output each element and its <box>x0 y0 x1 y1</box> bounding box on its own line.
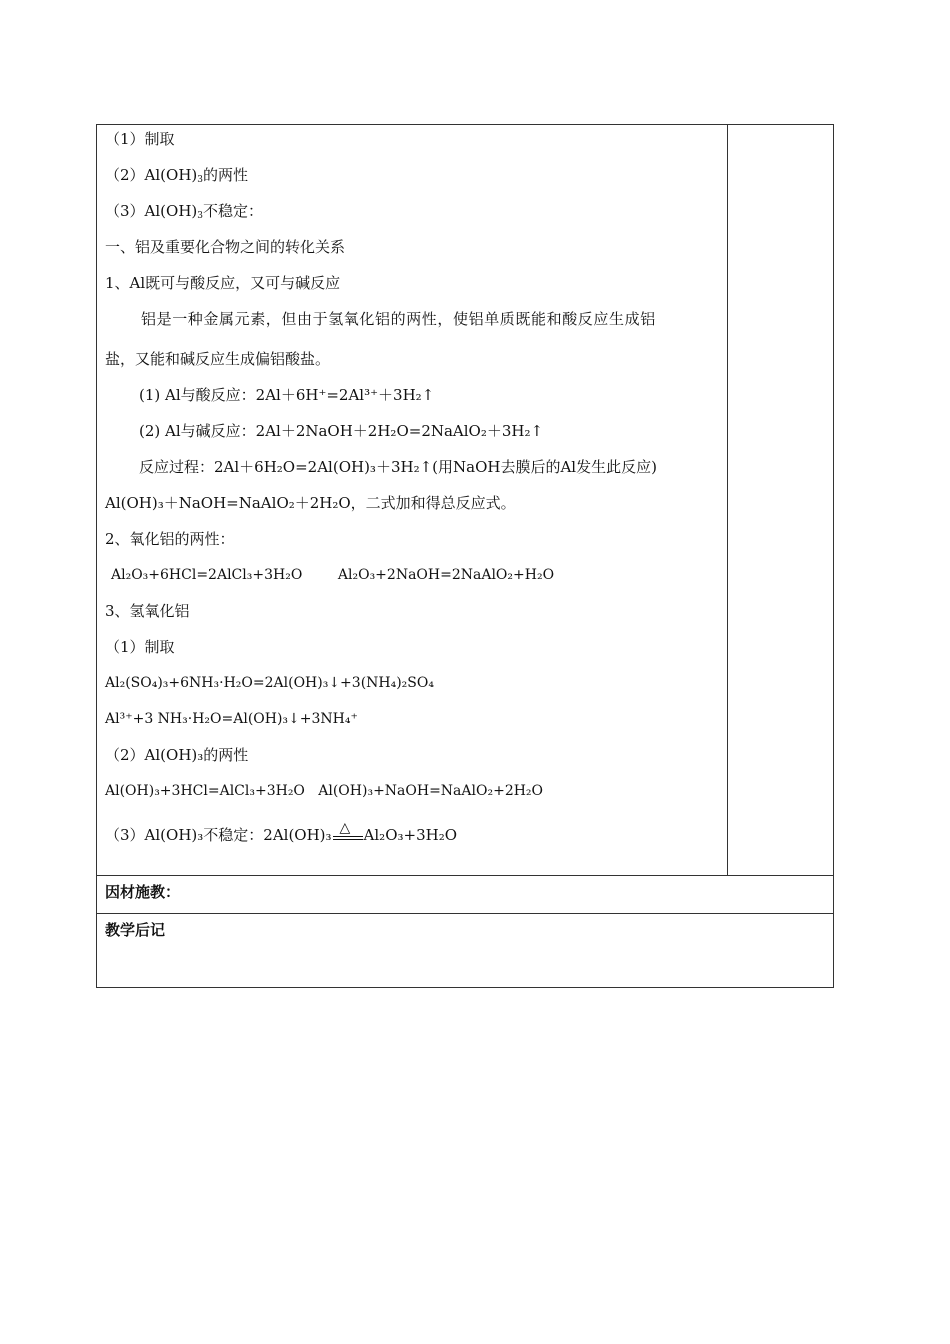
equation-al-base: (2) Al与碱反应：2Al＋2NaOH＋2H₂O=2NaAlO₂＋3H₂↑ <box>139 422 544 440</box>
line-prepare-2: （1）制取 <box>105 638 175 656</box>
equations-amphoteric: Al(OH)₃+3HCl=AlCl₃+3H₂O Al(OH)₃+NaOH=NaAlO₂+2H₂O <box>105 783 544 799</box>
paragraph-line-2: 盐，又能和碱反应生成偏铝酸盐。 <box>105 350 331 368</box>
subheading-hydroxide: 3、氢氧化铝 <box>105 602 190 620</box>
subheading-alumina: 2、氧化铝的两性： <box>105 530 235 548</box>
row-label-notes: 教学后记 <box>105 921 166 939</box>
equation-al-acid: (1) Al与酸反应：2Al＋6H⁺=2Al³⁺＋3H₂↑ <box>139 386 435 404</box>
line-amphoteric-2: （2）Al(OH)₃的两性 <box>105 746 249 764</box>
section-heading-conversion: 一、铝及重要化合物之间的转化关系 <box>105 238 346 256</box>
heating-symbol: △ <box>333 826 363 846</box>
side-cell <box>728 125 833 875</box>
subheading-al-acid-base: 1、Al既可与酸反应，又可与碱反应 <box>105 274 341 292</box>
row-divider-2 <box>97 913 833 914</box>
equation-prepare-ionic: Al³⁺+3 NH₃·H₂O=Al(OH)₃↓+3NH₄⁺ <box>105 711 358 727</box>
line-unstable-1: $(3)Al(OH)_3$不稳定： <box>105 202 264 221</box>
reaction-process: 反应过程：2Al＋6H₂O=2Al(OH)₃＋3H₂↑(用NaOH去膜后的Al发生此反应) <box>139 458 657 476</box>
line-amphoteric-1: $(2)Al(OH)_3$的两性 <box>105 166 249 185</box>
equation-decomposition: （3）Al(OH)₃不稳定：2Al(OH)₃ △ Al₂O₃+3H₂O <box>105 820 458 844</box>
line-prepare-1: （1）制取 <box>105 130 175 148</box>
row-label-material: 因材施教： <box>105 883 181 901</box>
equation-prepare-1: Al₂(SO₄)₃+6NH₃·H₂O=2Al(OH)₃↓+3(NH₄)₂SO₄ <box>105 675 434 691</box>
lesson-table <box>96 124 834 988</box>
equations-alumina: Al₂O₃+6HCl=2AlCl₃+3H₂O Al₂O₃+2NaOH=2NaAlO₂+H₂O <box>111 567 555 583</box>
paragraph-line-1: 铝是一种金属元素，但由于氢氧化铝的两性，使铝单质既能和酸反应生成铝 <box>141 310 656 328</box>
content-cell <box>97 125 728 875</box>
equation-aloh3-naoh: Al(OH)₃＋NaOH=NaAlO₂＋2H₂O，二式加和得总反应式。 <box>105 494 516 512</box>
row-divider-1 <box>97 875 833 876</box>
